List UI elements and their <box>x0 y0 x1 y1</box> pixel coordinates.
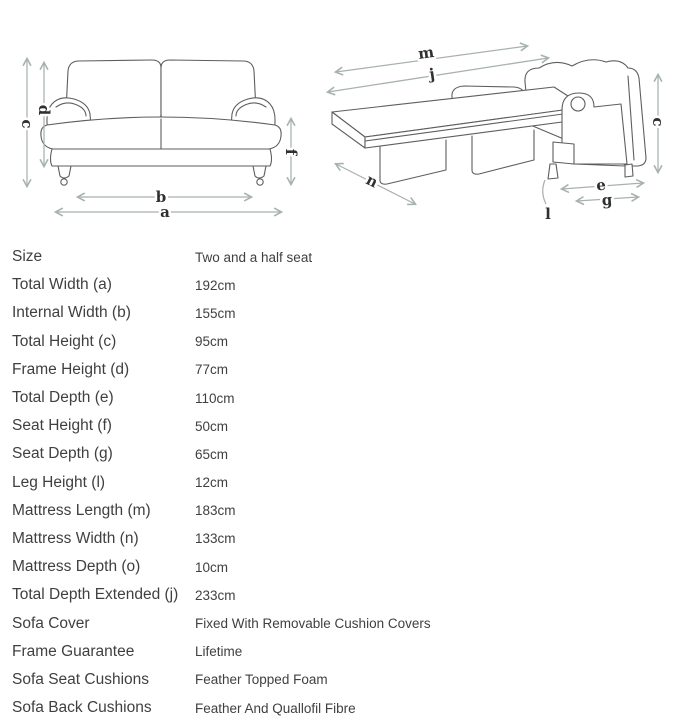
dim-label-e: e <box>595 175 607 195</box>
spec-value: 233cm <box>195 587 236 603</box>
spec-row-sofa-seat-cushions <box>12 666 694 694</box>
spec-value: Feather And Quallofil Fibre <box>195 700 356 716</box>
spec-row-mattress-width <box>12 525 694 553</box>
spec-label: Seat Depth (g) <box>12 445 113 463</box>
dim-label-j: j <box>428 64 436 84</box>
dim-label-d: d <box>35 104 53 116</box>
spec-value: Fixed With Removable Cushion Covers <box>195 616 431 632</box>
spec-row-total-height <box>12 328 694 356</box>
sofa-front-diagram <box>0 0 322 240</box>
spec-label: Mattress Depth (o) <box>12 558 141 576</box>
spec-table <box>0 240 694 722</box>
spec-row-sofa-cover <box>12 609 694 637</box>
spec-value: 110cm <box>195 390 235 406</box>
spec-label: Sofa Back Cushions <box>12 699 152 717</box>
spec-label: Seat Height (f) <box>12 417 112 435</box>
spec-row-total-depth-extended <box>12 581 694 609</box>
dim-label-a: a <box>160 203 170 221</box>
spec-value: 192cm <box>195 277 236 293</box>
spec-row-seat-depth <box>12 440 694 468</box>
sofa-bed-diagram <box>322 0 694 240</box>
spec-row-leg-height <box>12 469 694 497</box>
spec-label: Frame Guarantee <box>12 642 135 660</box>
dim-label-l: l <box>545 205 551 223</box>
spec-value: Feather Topped Foam <box>195 672 328 688</box>
sofa-bed-sketch <box>332 60 646 184</box>
spec-row-frame-height <box>12 356 694 384</box>
spec-value: Two and a half seat <box>195 249 313 265</box>
spec-row-total-width <box>12 271 694 299</box>
spec-label: Leg Height (l) <box>12 473 106 491</box>
spec-value: 77cm <box>195 362 229 378</box>
spec-label: Total Depth (e) <box>12 389 114 407</box>
dim-label-n: n <box>363 170 381 192</box>
dim-label-m: m <box>416 42 436 64</box>
spec-value: 10cm <box>195 559 229 575</box>
spec-value: 183cm <box>195 503 236 519</box>
spec-label: Frame Height (d) <box>12 360 130 378</box>
spec-value: 65cm <box>195 446 229 462</box>
spec-label: Total Height (c) <box>12 332 117 350</box>
spec-value: 50cm <box>195 418 229 434</box>
spec-label: Total Depth Extended (j) <box>12 586 179 604</box>
spec-row-size <box>12 243 694 271</box>
dim-label-g: g <box>601 190 613 210</box>
spec-row-seat-height <box>12 412 694 440</box>
spec-row-frame-guarantee <box>12 638 694 666</box>
spec-label: Internal Width (b) <box>12 304 131 322</box>
dimension-diagrams <box>0 0 694 240</box>
spec-value: 155cm <box>195 305 236 321</box>
spec-row-sofa-back-cushions <box>12 694 694 722</box>
spec-label: Total Width (a) <box>12 276 112 294</box>
spec-label: Sofa Seat Cushions <box>12 670 150 688</box>
dim-label-c2: c <box>649 117 667 127</box>
spec-row-internal-width <box>12 299 694 327</box>
dim-label-c: c <box>18 119 36 129</box>
sofa-front-sketch <box>41 60 281 185</box>
spec-value: 133cm <box>195 531 236 547</box>
spec-value: 12cm <box>195 475 229 491</box>
spec-row-mattress-length <box>12 497 694 525</box>
spec-label: Mattress Length (m) <box>12 501 151 519</box>
spec-value: 95cm <box>195 334 229 350</box>
spec-label: Mattress Width (n) <box>12 529 139 547</box>
spec-row-total-depth <box>12 384 694 412</box>
spec-row-mattress-depth <box>12 553 694 581</box>
spec-value: Lifetime <box>195 644 243 660</box>
spec-label: Size <box>12 248 43 266</box>
dim-label-b: b <box>155 188 167 206</box>
spec-label: Sofa Cover <box>12 614 90 632</box>
dim-label-f: f <box>282 148 300 156</box>
